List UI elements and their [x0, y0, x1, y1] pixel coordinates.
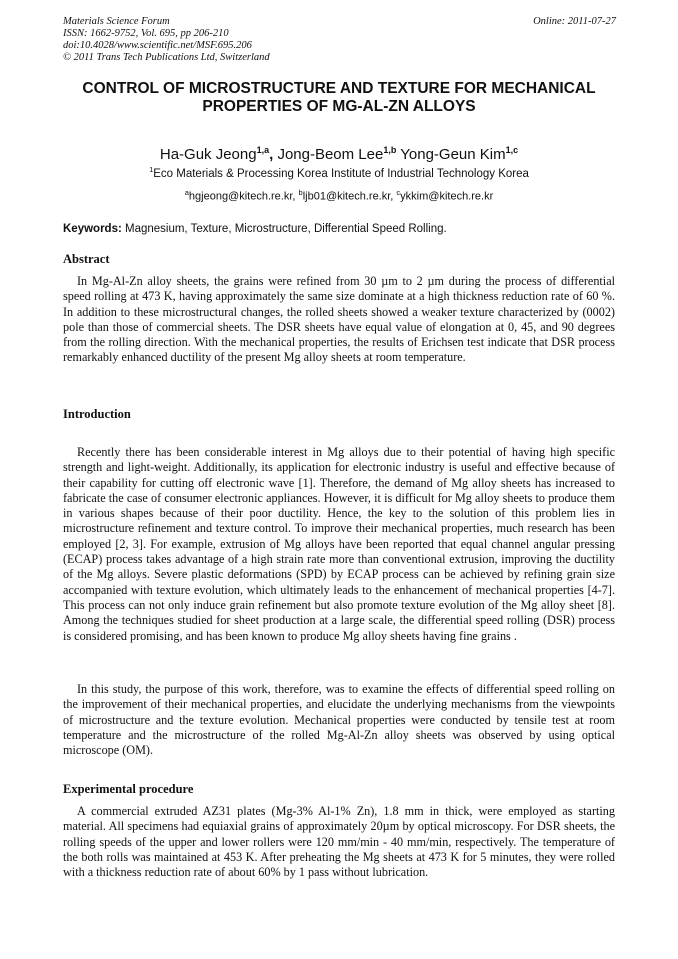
email-list — [63, 186, 615, 204]
copyright-line: © 2011 Trans Tech Publications Ltd, Switzerland — [63, 52, 270, 63]
affiliation-sup: 1 — [149, 165, 154, 174]
introduction-heading: Introduction — [63, 407, 131, 421]
journal-name: Materials Science Forum — [63, 16, 170, 27]
experimental-paragraph: A commercial extruded AZ31 plates (Mg-3% Al-1% Zn), 1.8 mm in thick, were employed as starting material. All specimens had equiaxial grains of approximately 20µm by optical microscopy. For DSR sheets, the rolling speeds of the upper and lower rollers were 120 mm/min - 40 mm/min, respectively. The temperature of the both rolls was maintained at 453 K. After preheating the Mg sheets at 473 K for 5 minutes, they were rolled with a thickness reduction rate of about 60% by 1 pass without lubrication. — [63, 804, 615, 880]
author-sup: 1,a — [256, 145, 270, 155]
author-sup: 1,c — [505, 145, 519, 155]
affiliation-text: Eco Materials & Processing Korea Institute of Industrial Technology Korea — [153, 167, 529, 180]
author-name: Jong-Beom Lee — [277, 146, 384, 163]
author-list — [63, 141, 615, 164]
introduction-paragraph-2: In this study, the purpose of this work, therefore, was to examine the effects of differential speed rolling on the improvement of their mechanical properties, and elucidate the underlying mechanisms from the viewpoints of microstructure and the texture evolution. Mechanical properties were conducted by tensile test at room temperature and the microstructure of the rolled Mg-Al-Zn alloy sheets was observed by using optical microscope (OM). — [63, 682, 615, 758]
email-text: ykkim@kitech.re.kr — [400, 190, 494, 203]
email-sup: a — [184, 188, 189, 197]
email-text: hgjeong@kitech.re.kr, — [188, 190, 299, 203]
email-sup: c — [396, 188, 401, 197]
title-line-1: CONTROL OF MICROSTRUCTURE AND TEXTURE FOR MECHANICAL — [82, 80, 596, 97]
online-date: Online: 2011-07-27 — [533, 16, 616, 27]
keywords — [63, 222, 615, 236]
introduction-paragraph-1: Recently there has been considerable interest in Mg alloys due to their potential of having high specific strength and light-weight. Additionally, its application for electronic industry is useful and effective because of their capability for cutting off electronic wave [1]. Therefore, the demand of Mg alloy sheets has increased to fabricate the case of consumer electronic appliances. However, it is difficult for Mg alloy sheets to produce them in various shapes because of their poor ductility. Hence, the key to the solution of this problem lies in microstructure refinement and texture control. To improve their mechanical properties, much research has been employed [2, 3]. For example, extrusion of Mg alloys have been reported that equal channel angular pressing (ECAP) process takes advantage of a high strain rate more than conventional extrusion, improving the ductility of the Mg alloys. Severe plastic deformations (SPD) by ECAP process can be achieved by refining grain size accompanied with texture evolution, which ultimately leads to the enhancement of mechanical properties [4-7]. This process can not only induce grain refinement but also promote texture evolution of the Mg alloy sheet [8]. Among the techniques studied for sheet production at a large scale, the differential speed rolling (DSR) process is considered promising, and has been known to produce Mg alloy sheets having fine grains . — [63, 445, 615, 643]
issn-line: ISSN: 1662-9752, Vol. 695, pp 206-210 — [63, 28, 229, 39]
author-sup: 1,b — [383, 145, 397, 155]
abstract-heading: Abstract — [63, 252, 110, 266]
email-text: ljb01@kitech.re.kr, — [302, 190, 397, 203]
abstract-paragraph: In Mg-Al-Zn alloy sheets, the grains were refined from 30 µm to 2 µm during the process of differential speed rolling at 473 K, having approximately the same size dominate at a high thickness reduction rate of 60 %. In addition to these microstructural changes, the rolled sheets showed a weaker texture characterized by (0002) pole than those of commercial sheets. The DSR sheets have equal value of elongation at 0, 45, and 90 degrees from the rolling direction. With the mechanical properties, the results of Erichsen test indicate that DSR process remarkably enhanced ductility of the present Mg alloy sheets at room temperature. — [63, 274, 615, 365]
author-name: Ha-Guk Jeong — [159, 146, 257, 163]
keywords-label: Keywords: — [63, 223, 122, 235]
email-sup: b — [298, 188, 303, 197]
keywords-text: Magnesium, Texture, Microstructure, Differential Speed Rolling. — [121, 223, 447, 235]
title-line-2: PROPERTIES OF MG-AL-ZN ALLOYS — [202, 98, 476, 115]
experimental-heading: Experimental procedure — [63, 782, 194, 796]
affiliation — [63, 163, 615, 181]
paper-title — [63, 80, 615, 116]
doi-line: doi:10.4028/www.scientific.net/MSF.695.206 — [63, 40, 252, 51]
author-name: Yong-Geun Kim — [400, 146, 506, 163]
author-sep: , — [269, 146, 278, 163]
journal-header — [63, 16, 270, 64]
